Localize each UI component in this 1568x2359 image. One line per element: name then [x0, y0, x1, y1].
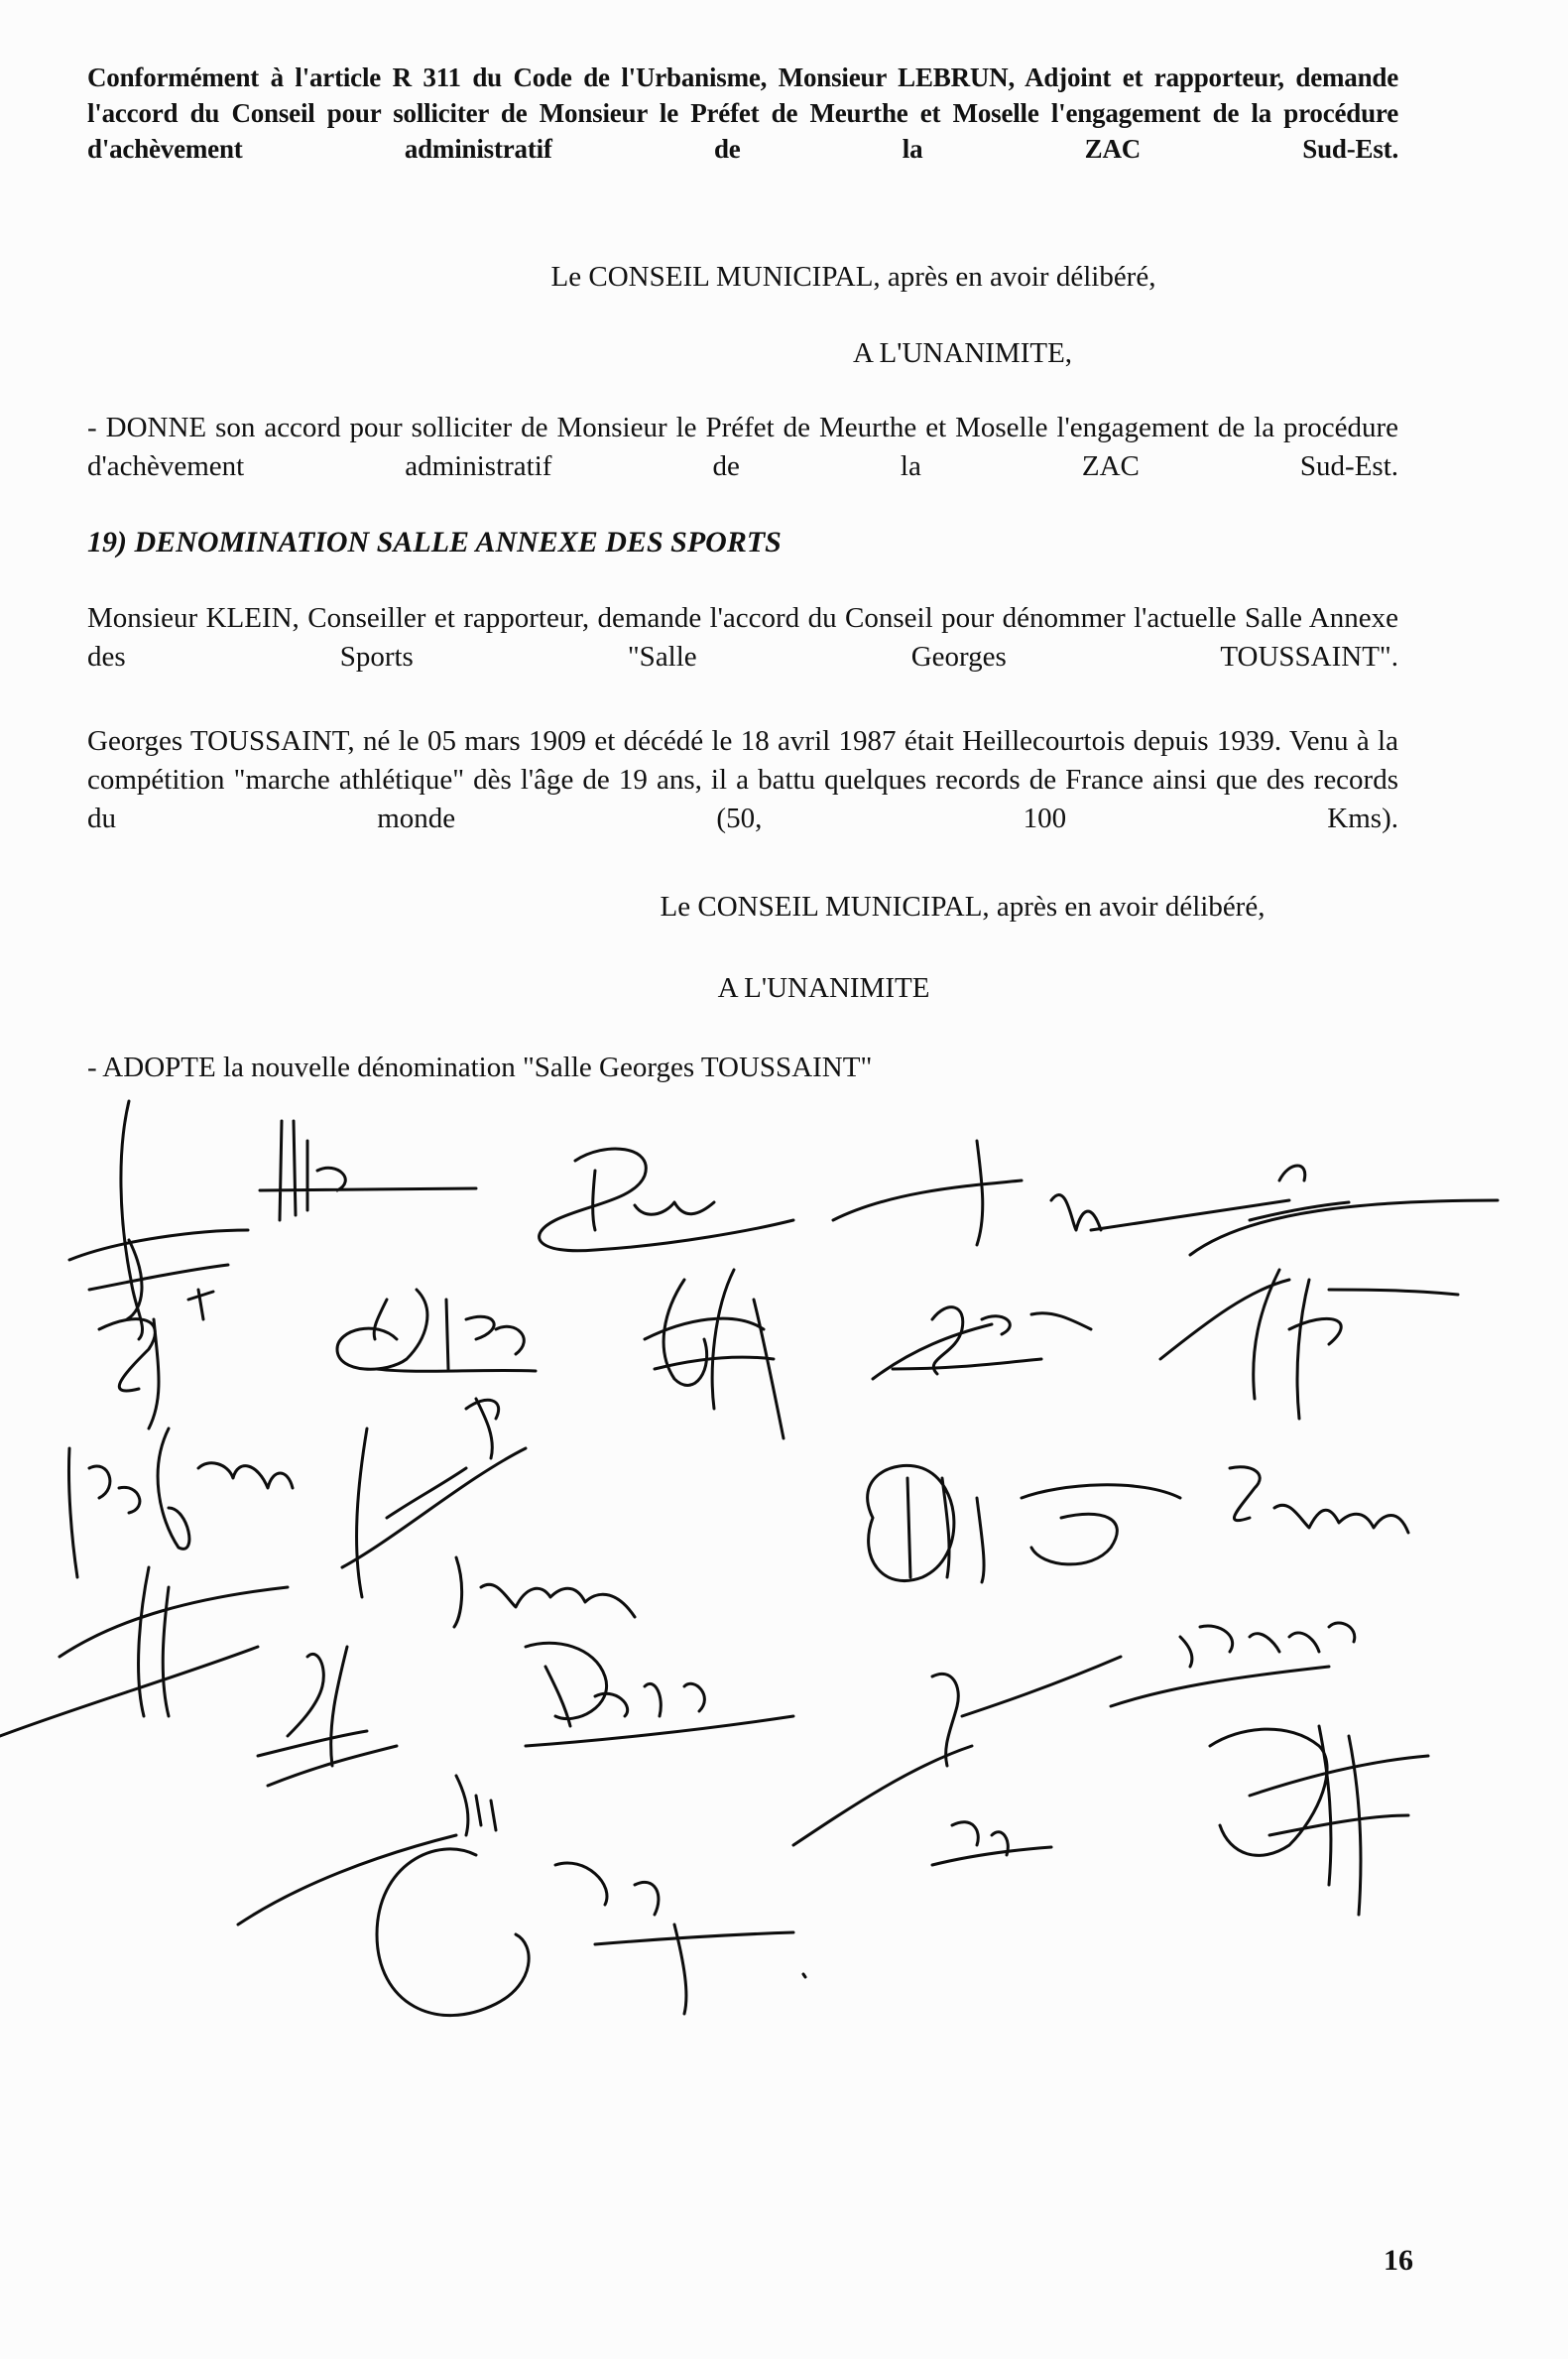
signature-16: [454, 1557, 635, 1627]
signature-9: [873, 1307, 1091, 1379]
signature-8: [645, 1270, 784, 1438]
page-number: 16: [1384, 2244, 1413, 2277]
paragraph-zac-procedure: Conformément à l'article R 311 du Code de l'Urbanisme, Monsieur LEBRUN, Adjoint et rapporteur, demande l'accord du Conseil pour solliciter de Monsieur le Préfet de Meurthe et Moselle l'engagement de la procédure d'achèvement administratif de la ZAC Sud-Est.: [87, 62, 1398, 164]
signature-12: [342, 1399, 526, 1597]
signature-22: [377, 1849, 805, 2016]
signature-18: [793, 1657, 1121, 1845]
unanimity-statement-2: [0, 969, 1568, 1008]
signature-23: [1210, 1726, 1428, 1915]
signature-11: [68, 1428, 293, 1577]
signature-15: [0, 1567, 288, 1736]
signature-10: [1160, 1270, 1458, 1419]
unanimity-statement-1: [0, 334, 1568, 373]
unanimity-text-1: A L'UNANIMITE,: [852, 337, 1073, 369]
signature-7: [337, 1290, 536, 1371]
signature-2: [260, 1121, 476, 1220]
signature-20: [258, 1647, 397, 1786]
unanimity-text-2: A L'UNANIMITE: [717, 972, 930, 1004]
deliberation-text-2: Le CONSEIL MUNICIPAL, après en avoir délibéré,: [660, 891, 1266, 923]
signature-4: [833, 1141, 1289, 1245]
decision-donne: - DONNE son accord pour solliciter de Monsieur le Préfet de Meurthe et Moselle l'engagement de la procédure d'achèvement administratif de la ZAC Sud-Est.: [87, 412, 1398, 482]
signature-17: [526, 1643, 793, 1746]
signatures-block: [0, 1091, 1568, 2143]
signature-13: [868, 1465, 1180, 1582]
signature-5: [1190, 1166, 1498, 1255]
paragraph-toussaint-bio: Georges TOUSSAINT, né le 05 mars 1909 et décédé le 18 avril 1987 était Heillecourtois depuis 1939. Venu à la compétition "marche athlétique" dès l'âge de 19 ans, il a battu quelques records de France ainsi que des records du monde (50, 100 Kms).: [87, 725, 1398, 834]
signature-6: [99, 1290, 213, 1428]
signature-14: [1230, 1467, 1408, 1533]
section-heading-19: 19) DENOMINATION SALLE ANNEXE DES SPORTS: [87, 526, 782, 559]
signature-1: [69, 1101, 248, 1339]
deliberation-statement-1: [0, 258, 1568, 297]
paragraph-klein-request: Monsieur KLEIN, Conseiller et rapporteur, demande l'accord du Conseil pour dénommer l'actuelle Salle Annexe des Sports "Salle Georges TOUSSAINT".: [87, 602, 1398, 673]
decision-adopte: - ADOPTE la nouvelle dénomination "Salle Georges TOUSSAINT": [87, 1052, 873, 1083]
signature-19: [1111, 1623, 1355, 1706]
deliberation-statement-2: [0, 888, 1568, 927]
deliberation-text-1: Le CONSEIL MUNICIPAL, après en avoir délibéré,: [550, 261, 1156, 293]
signature-24: [932, 1822, 1051, 1865]
signature-3: [540, 1149, 793, 1251]
